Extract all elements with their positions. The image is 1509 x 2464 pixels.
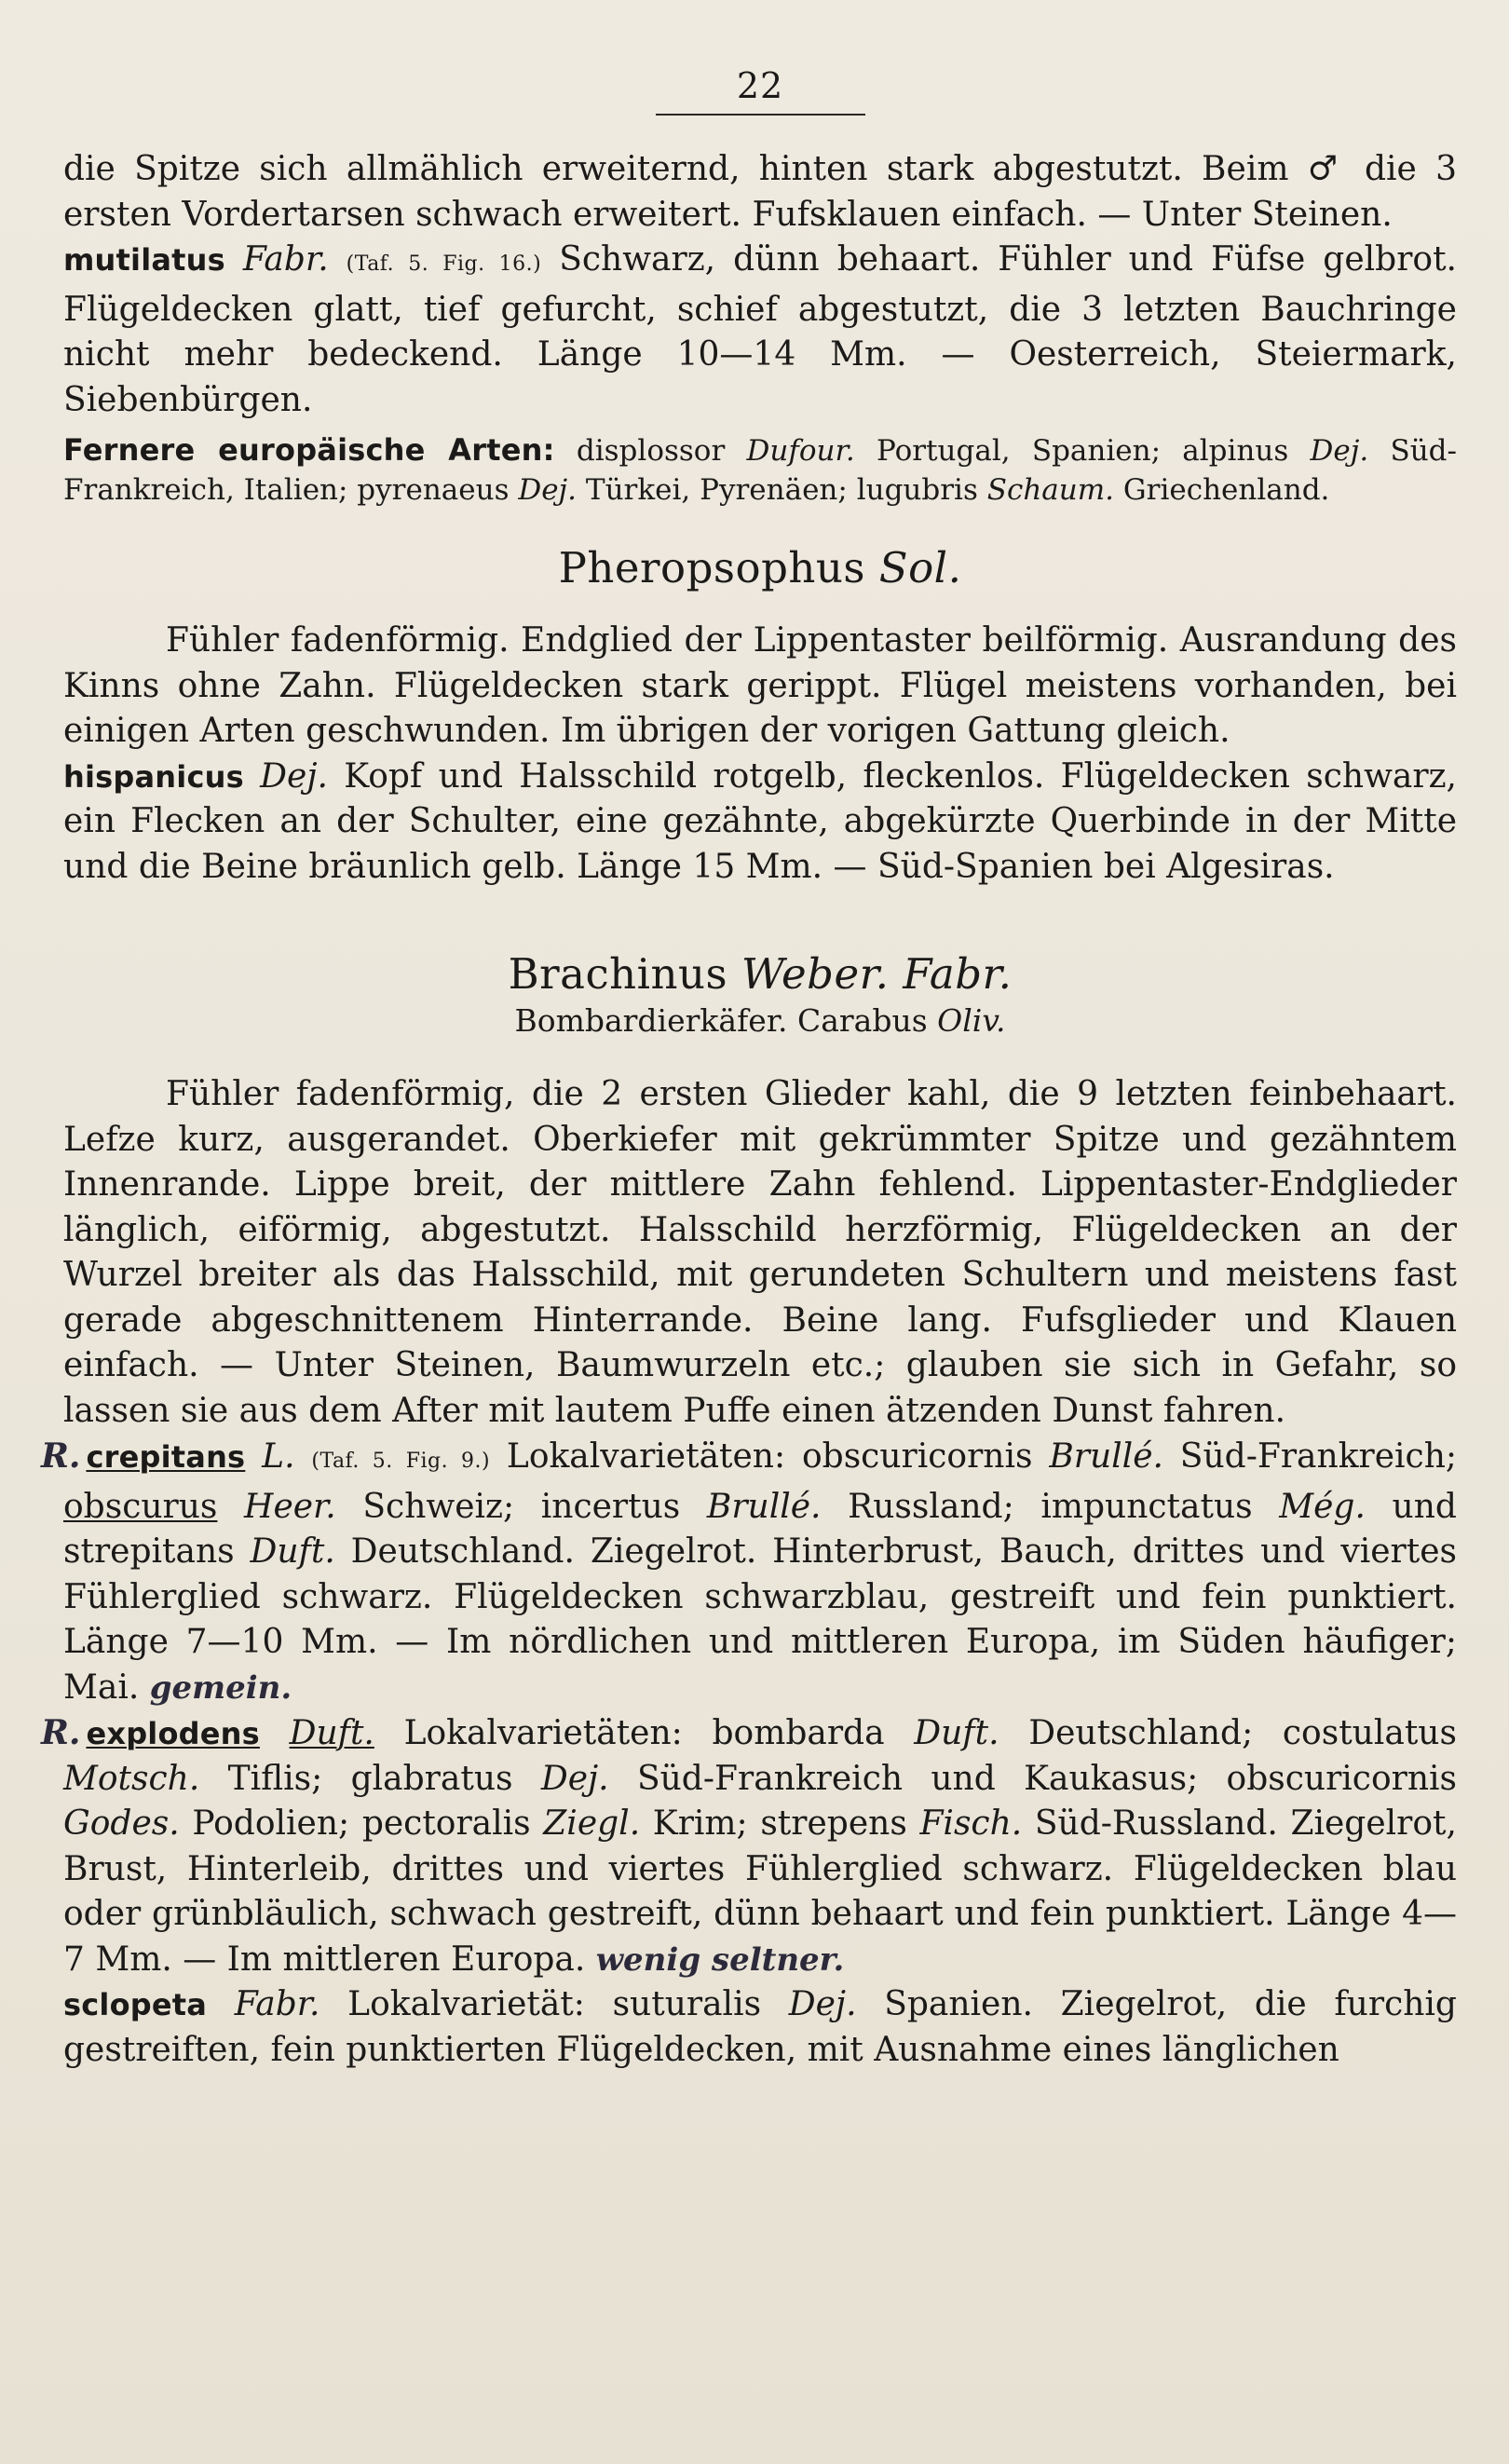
species-crepitans [41, 1434, 1458, 1710]
species-text: und strepitans [63, 1487, 1457, 1571]
species-text: Lokalvarietäten: bombarda [403, 1714, 885, 1752]
author-name: Schaum. [986, 473, 1114, 507]
author-name: Dufour. [746, 434, 855, 468]
species-text: Schweiz; incertus [362, 1487, 681, 1526]
species-text: Lokalvarietäten: obscuricornis [506, 1437, 1033, 1476]
genus-common-name [63, 1002, 1457, 1039]
genus-name: Brachinus [508, 949, 728, 999]
species-author: Fabr. [242, 240, 329, 279]
further-text: Portugal, Spanien; alpinus [876, 434, 1289, 468]
further-text: Türkei, Pyrenäen; lugubris [585, 473, 978, 507]
species-text: Süd-Frankreich; [1179, 1437, 1458, 1476]
genus-description-pheropsophus: Fühler fadenförmig. Endglied der Lippentaster beilförmig. Ausrandung des Kinns ohne Zahn. Flügeldecken stark gerippt. Flügel meistens vorhanden, bei einigen Arten geschwunden. Im übrigen der vorigen Gattung gleich. [63, 621, 1457, 750]
species-text: Krim; strepens [652, 1804, 907, 1843]
author-name: Duft. [914, 1714, 999, 1752]
species-name: sclopeta [63, 1987, 208, 2022]
genus-description-brachinus: Fühler fadenförmig, die 2 ersten Glieder kahl, die 9 letzten feinbehaart. Lefze kurz, ausgerandet. Oberkiefer mit gekrümmter Spitze und gezähntem Innenrande. Lippe breit, der mittlere Zahn fehlend. Lippentaster-Endglieder länglich, eiförmig, abgestutzt. Halsschild herzförmig, Flügeldecken an der Wurzel breiter als das Halsschild, mit gerundeten Schultern und meistens fast gerade abgeschnittenem Hinterrande. Beine lang. Fufsglieder und Klauen einfach. — Unter Steinen, Baumwurzeln etc.; glauben sie sich in Gefahr, so lassen sie aus dem After mit lautem Puffe einen ätzenden Dunst fahren. [63, 1075, 1457, 1430]
common-name-text: Bombardierkäfer. Carabus [514, 1002, 928, 1039]
author-name: Még. [1279, 1487, 1366, 1526]
species-text: Süd-Frankreich und Kaukasus; obscuricornis [636, 1759, 1458, 1798]
author-name: Dej. [540, 1759, 609, 1798]
author-name: Ziegl. [543, 1804, 641, 1843]
author-name: Dej. [518, 473, 578, 507]
handwritten-note: gemein. [149, 1668, 292, 1707]
species-text: Süd-Russland. Ziegelrot, Brust, Hinterleib, drittes und viertes Fühlerglied schwarz. Flügeldecken blau oder grünbläulich, schwach gestreift, dünn behaart und fein punktiert. Länge 4—7 Mm. — Im mittleren Europa. [63, 1804, 1457, 1979]
species-explodens [41, 1710, 1458, 1982]
author-name: Duft. [250, 1532, 335, 1571]
species-author: Dej. [260, 756, 328, 796]
further-species-label: Fernere europäische Arten: [63, 432, 555, 468]
species-name: explodens [86, 1716, 260, 1751]
species-hispanicus [63, 755, 1457, 891]
genus-heading-brachinus [63, 949, 1457, 999]
plate-reference: (Taf. 5. Fig. 9.) [311, 1450, 491, 1473]
author-name: Oliv. [937, 1002, 1006, 1039]
author-name: Godes. [63, 1804, 180, 1843]
species-text: Podolien; pectoralis [192, 1804, 531, 1843]
author-name: Dej. [1310, 434, 1369, 468]
genus-heading-pheropsophus [63, 543, 1457, 592]
page-number-rule [656, 114, 865, 116]
author-name: Heer. [244, 1487, 336, 1526]
species-text: obscurus [63, 1487, 218, 1526]
species-author: L. [262, 1437, 295, 1476]
species-text: Deutschland. Ziegelrot. Hinterbrust, Bauch, drittes und viertes Fühlerglied schwarz. Flügeldecken schwarzblau, gestreift und fein punktiert. Länge 7—10 Mm. — Im nördlichen und mittleren Europa, im Süden häufiger; Mai. [63, 1532, 1457, 1707]
author-name: Brullé. [706, 1487, 822, 1526]
species-text: Deutschland; costulatus [1028, 1714, 1457, 1752]
species-sclopeta [63, 1982, 1457, 2073]
genus-author: Sol. [878, 543, 962, 592]
further-text: Süd-Frankreich, Italien; pyrenaeus [63, 434, 1457, 507]
further-text: Griechenland. [1122, 473, 1330, 507]
further-species [63, 430, 1457, 510]
species-name: hispanicus [63, 758, 244, 795]
handwritten-mark: R. [41, 1713, 81, 1752]
author-name: Brullé. [1049, 1437, 1163, 1476]
species-text: Lokalvarietät: suturalis [347, 1985, 762, 2023]
genus-author: Weber. Fabr. [741, 949, 1013, 999]
author-name: Motsch. [63, 1759, 200, 1798]
species-author: Fabr. [234, 1985, 320, 2023]
species-name: mutilatus [63, 242, 225, 278]
species-description: Schwarz, dünn behaart. Fühler und Füfse gelbrot. Flügeldecken glatt, tief gefurcht, schief abgestutzt, die 3 letzten Bauchringe nicht mehr bedeckend. Länge 10—14 Mm. — Oesterreich, Steiermark, Siebenbürgen. [63, 240, 1458, 419]
author-name: Fisch. [919, 1804, 1023, 1843]
species-text: Spanien. Ziegelrot, die furchig gestreiften, fein punktierten Flügeldecken, mit Ausnahme eines länglichen [63, 1985, 1457, 2069]
handwritten-note: wenig seltner. [595, 1940, 845, 1979]
species-text: Tiflis; glabratus [227, 1759, 513, 1798]
further-text: displossor [576, 434, 726, 468]
author-name: Dej. [788, 1985, 857, 2023]
species-text: Russland; impunctatus [848, 1487, 1253, 1526]
species-description: Kopf und Halsschild rotgelb, fleckenlos. Flügeldecken schwarz, ein Flecken an der Schulter, eine gezähnte, abgekürzte Querbinde in der Mitte und die Beine bräunlich gelb. Länge 15 Mm. — Süd-Spanien bei Algesiras. [63, 756, 1457, 886]
handwritten-mark: R. [41, 1436, 81, 1476]
genus-name: Pheropsophus [558, 543, 865, 592]
intro-paragraph: die Spitze sich allmählich erweiternd, hinten stark abgestutzt. Beim ♂ die 3 ersten Vordertarsen schwach erweitert. Fufsklauen einfach. — Unter Steinen. [63, 150, 1457, 234]
species-author: Duft. [289, 1714, 374, 1752]
plate-reference: (Taf. 5. Fig. 16.) [346, 252, 542, 276]
species-mutilatus [63, 238, 1457, 423]
page-number: 22 [736, 65, 784, 106]
species-name: crepitans [86, 1439, 246, 1475]
